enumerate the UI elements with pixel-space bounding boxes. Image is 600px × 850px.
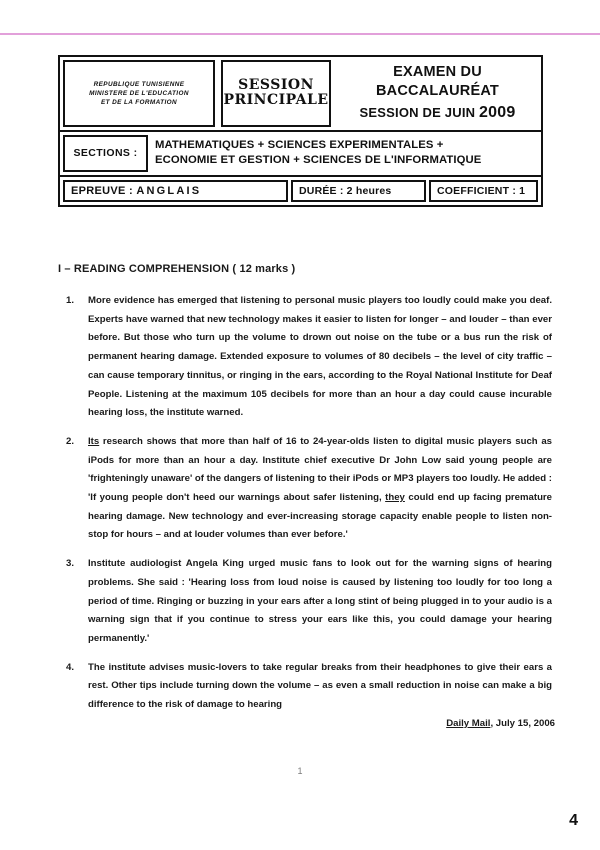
header-row-identity [60,57,541,132]
exam-title-cell [337,60,538,127]
paragraph-text: The institute advises music-lovers to take regular breaks from their headphones to give their ears a rest. Other tips include turning down the volume – as even a small reduction in noise can make a big difference to the risk of damage to hearing [88,661,552,711]
ministry-line-2: MINISTERE DE L'EDUCATION [89,89,189,97]
duree-value: DURÉE : 2 heures [299,185,392,198]
epreuve-value: ANGLAIS [136,185,202,198]
paragraph-number: 3. [66,558,75,570]
duree-cell [291,180,426,202]
exam-session-line [360,101,516,124]
sections-value-cell [151,135,538,172]
ministry-line-1: REPUBLIQUE TUNISIENNE [93,80,185,88]
epreuve-cell [63,180,288,202]
exam-session-prefix: SESSION DE JUIN [359,104,476,120]
corner-page-number: 4 [569,812,578,829]
paragraph-number: 2. [66,435,75,447]
paragraph-number: 1. [66,295,75,306]
scan-rule [0,33,600,35]
paragraph-1 [66,292,552,423]
paragraph-3 [66,555,552,649]
ministry-line-3: ET DE LA FORMATION [100,99,178,107]
session-line-2: PRINCIPALE [223,92,329,109]
header-row-sections [60,132,541,177]
epreuve-label: EPREUVE : [71,185,133,198]
sections-line-2: ECONOMIE ET GESTION + SCIENCES DE L'INFORMATIQUE [155,154,482,167]
paragraph-2 [66,433,552,545]
paragraph-text: More evidence has emerged that listening to personal music players too loudly could make you deaf. Experts have warned that new technology makes it easier to listen for longer – and louder – than ever before. But those who turn up the volume to drown out noise on the tube or a bus run the risk of permanent hearing damage. Extended exposure to volumes of 80 decibels – the level of city traffic – can cause temporary tinnitus, or ringing in the ears, according to the Royal National Institute for Deaf People. Listening at the maximum 105 decibels for more than an hour a day could cause incurable hearing loss, the institute warned. [88,295,552,419]
header-row-details [60,177,541,205]
paragraph-text: Its research shows that more than half of 16 to 24-year-olds listen to digital music players such as iPods for more than an hour a day. Institute chief executive Dr John Low said young people are 'frighteningly unaware' of the dangers of listening to their iPods or MP3 players too loudly. He added : 'If young people don't heed our warnings about safer listening, they could end up facing premature hearing damage. New technology and ever-increasing storage capacity enable people to listen non-stop for hours – and at louder volumes than ever before.' [88,435,552,541]
exam-year: 2009 [479,103,516,121]
session-cell [221,60,331,127]
source-attribution [446,718,555,729]
reading-passage [66,292,552,725]
ministry-cell [63,60,215,127]
page-number: 1 [297,766,303,776]
coefficient-cell [429,180,538,202]
sections-label: SECTIONS : [63,135,148,172]
source-publication: Daily Mail [446,718,491,729]
paragraph-number: 4. [66,661,75,673]
paragraph-4 [66,659,552,715]
exam-title: EXAMEN DU BACCALAURÉAT [376,64,499,99]
epreuve-line [71,185,201,197]
exam-header-table [58,55,543,207]
sections-line-1: MATHEMATIQUES + SCIENCES EXPERIMENTALES + [155,138,444,151]
section-title-reading-comprehension: I – READING COMPREHENSION ( 12 marks ) [58,263,296,275]
source-date: , July 15, 2006 [490,718,555,729]
paragraph-text: Institute audiologist Angela King urged music fans to look out for the warning signs of hearing problems. She said : 'Hearing loss from loud noise is caused by listening too loudly for too long a period of time. Ringing or buzzing in your ears after a long stint of being plugged in to your audio is a warning sign that if you continue to stress your ears like this, you could damage your hearing permanently.' [88,558,552,644]
coefficient-value: COEFFICIENT : 1 [437,185,526,198]
session-line-1: SESSION [238,76,314,93]
